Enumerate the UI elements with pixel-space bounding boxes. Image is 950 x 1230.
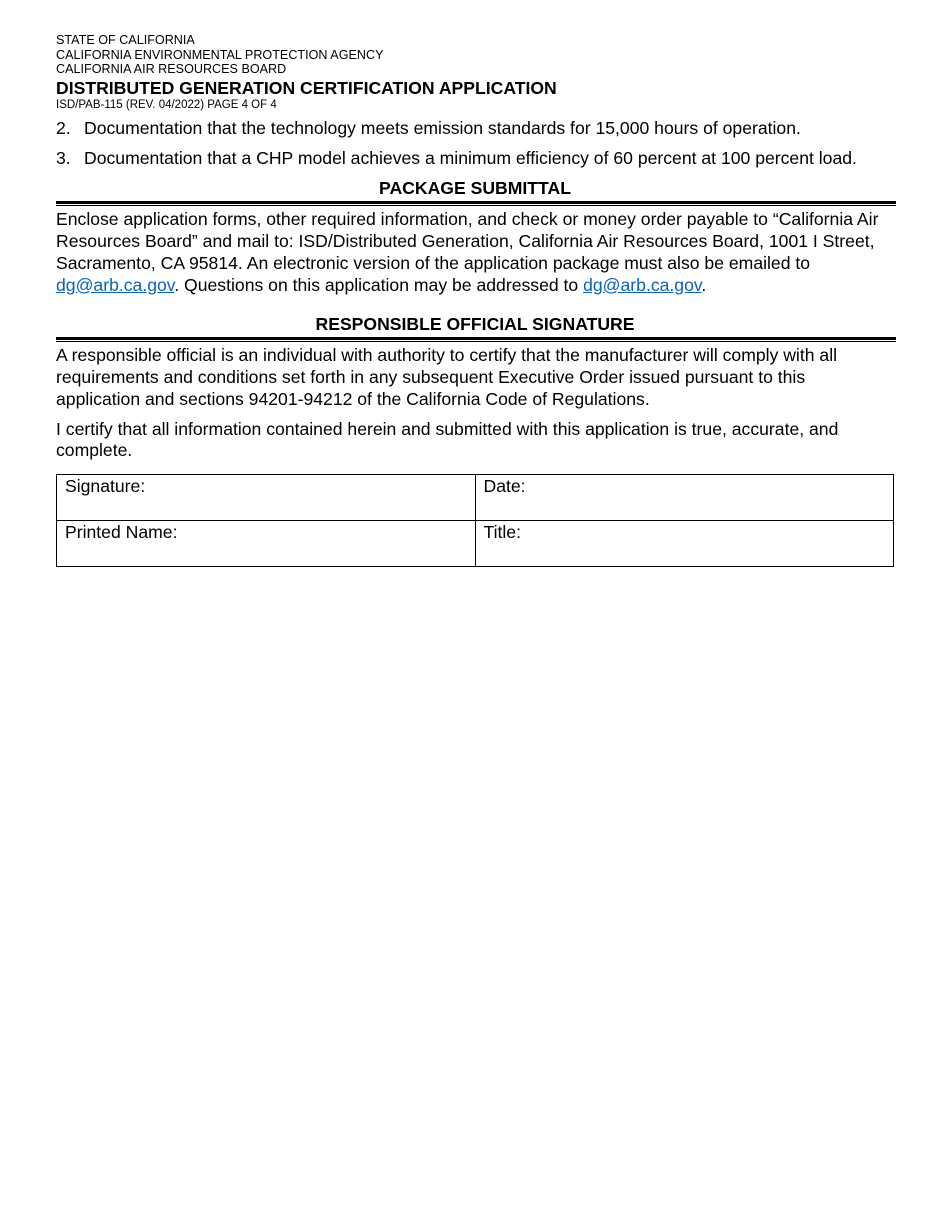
- header-state: STATE OF CALIFORNIA: [56, 33, 195, 47]
- form-id: ISD/PAB-115 (REV. 04/2022) PAGE 4 OF 4: [56, 99, 277, 112]
- printed-name-field[interactable]: [57, 521, 476, 567]
- date-label: Date:: [483, 476, 526, 497]
- list-item: [56, 117, 894, 139]
- printed-name-label: Printed Name:: [65, 522, 178, 543]
- list-item-number: 2.: [56, 118, 71, 139]
- list-item-text: Documentation that a CHP model achieves a minimum efficiency of 60 percent at 100 percent load.: [84, 148, 857, 169]
- submittal-text-part-2: . Questions on this application may be addressed to: [174, 274, 584, 295]
- section-divider: [56, 337, 896, 342]
- title-field[interactable]: [475, 521, 894, 567]
- page-content: [56, 33, 894, 567]
- signature-section: [56, 313, 894, 567]
- signature-section-title: RESPONSIBLE OFFICIAL SIGNATURE: [315, 314, 635, 335]
- package-submittal-text: [56, 209, 894, 296]
- date-field[interactable]: [475, 475, 894, 521]
- title-label: Title:: [483, 522, 521, 543]
- requirements-list: [56, 117, 894, 169]
- form-header: [56, 33, 894, 112]
- package-submittal-title: PACKAGE SUBMITTAL: [379, 178, 571, 199]
- email-link-primary[interactable]: dg@arb.ca.gov: [56, 274, 175, 295]
- page-title: DISTRIBUTED GENERATION CERTIFICATION APPLICATION: [56, 78, 557, 99]
- signature-table: [56, 474, 894, 567]
- submittal-text-part-1: Enclose application forms, other required information, and check or money order payable to “California Air Resources Board” and mail to: ISD/Distributed Generation, California Air Resources Board, 1001 I Street, Sacramento, CA 95814. An electronic version of the application package must also be emailed to: [56, 209, 879, 273]
- table-row: [57, 521, 894, 567]
- section-divider: [56, 201, 896, 206]
- header-board: CALIFORNIA AIR RESOURCES BOARD: [56, 62, 287, 77]
- list-item: [56, 147, 894, 169]
- signature-field[interactable]: [57, 475, 476, 521]
- email-link-questions[interactable]: dg@arb.ca.gov: [583, 274, 702, 295]
- submittal-text-part-3: .: [701, 274, 707, 295]
- list-item-text: Documentation that the technology meets emission standards for 15,000 hours of operation.: [84, 118, 801, 139]
- signature-label: Signature:: [65, 476, 146, 497]
- package-submittal-section: [56, 177, 894, 296]
- certification-statement: I certify that all information contained herein and submitted with this application is true, accurate, and complete.: [56, 418, 839, 461]
- table-row: [57, 475, 894, 521]
- header-agency: CALIFORNIA ENVIRONMENTAL PROTECTION AGENCY: [56, 47, 384, 62]
- list-item-number: 3.: [56, 148, 71, 169]
- responsible-official-definition: A responsible official is an individual with authority to certify that the manufacturer will comply with all requirements and conditions set forth in any subsequent Executive Order issued pursuant to this application and sections 94201-94212 of the California Code of Regulations.: [56, 345, 838, 409]
